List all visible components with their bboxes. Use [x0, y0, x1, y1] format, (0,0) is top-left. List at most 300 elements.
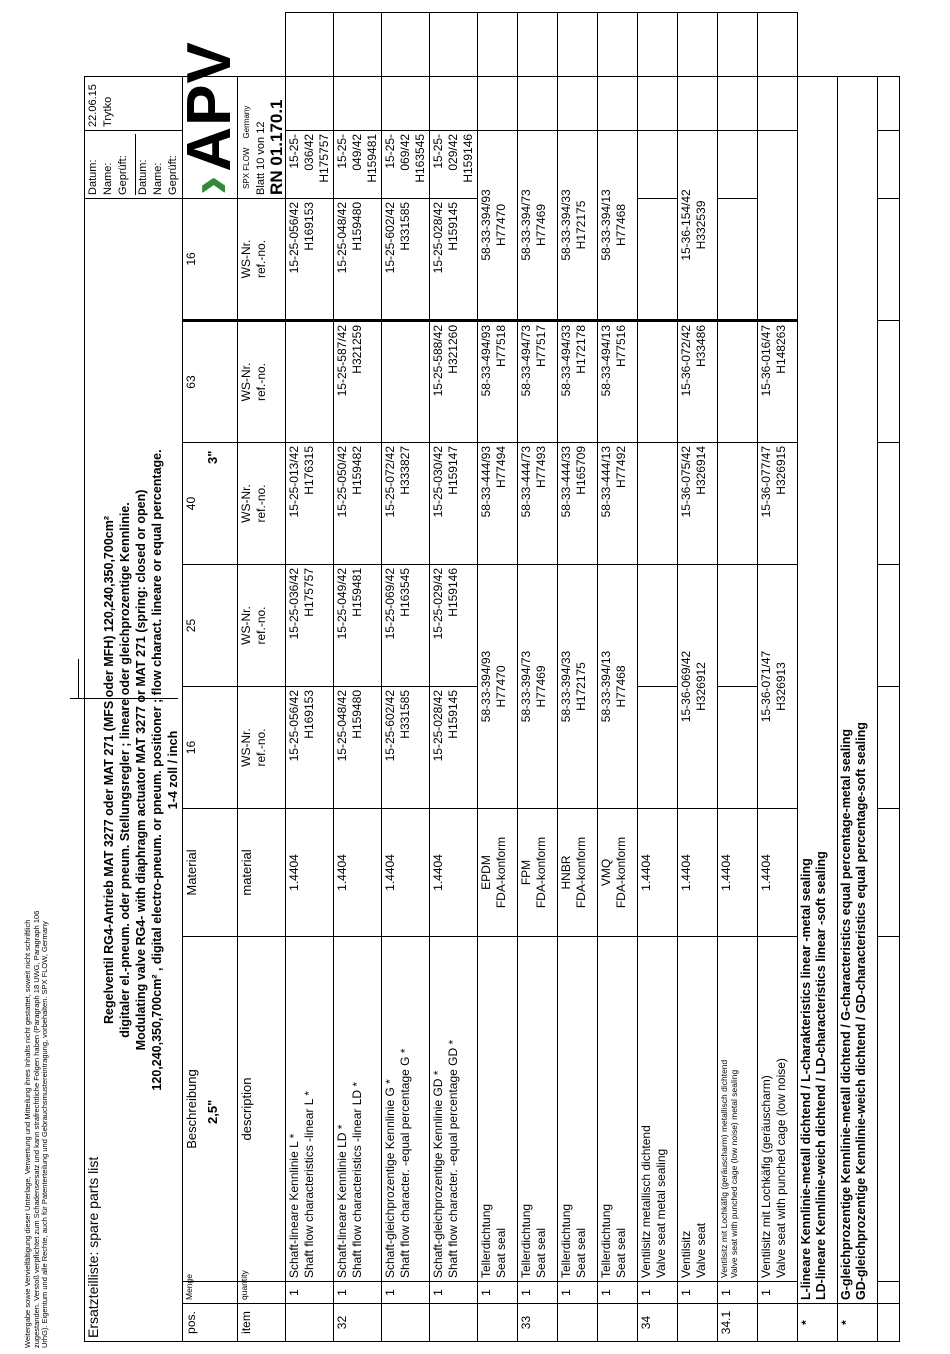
part-number-cell: [598, 321, 638, 443]
material-name: 1.4404: [383, 854, 397, 891]
ws-number: 58-33-444/73: [519, 446, 533, 518]
empty-cell: [638, 13, 678, 77]
legend-row: [798, 13, 838, 1342]
ws-number: 15-25-072/42: [383, 446, 397, 518]
part-number-cell: [718, 130, 758, 198]
rev-name-label: Name:: [152, 162, 164, 195]
description-de: Schaft-lineare Kennlinie L *: [287, 1133, 301, 1278]
empty-cell: [286, 76, 334, 130]
ref-number: H77494: [494, 446, 508, 489]
material-name: 1.4404: [679, 854, 693, 891]
part-number-cell: [638, 443, 678, 565]
ws-number: 15-25-028/42: [431, 690, 445, 762]
part-number-cell: [430, 565, 478, 687]
part-number-cell: [718, 443, 758, 565]
description-cell: [430, 937, 478, 1282]
shared-part-number-cell: [478, 565, 518, 809]
ref-number: H321260: [446, 325, 460, 374]
empty-row: [878, 13, 900, 1342]
table-row: [638, 13, 678, 1342]
ws-number: 58-33-444/93: [479, 446, 493, 518]
ws-number: 58-33-394/93: [479, 650, 493, 723]
apv-logo: [175, 41, 244, 195]
legend-row: [838, 13, 878, 1342]
cut-mark: [78, 659, 79, 699]
part-number-cell: [430, 443, 478, 565]
material-note: FDA-konform: [534, 836, 548, 909]
legend-line-1: L-lineare Kennlinie-metall dichtend / L-charakteristics linear -metal sealing: [799, 858, 813, 1300]
material-cell: [518, 809, 558, 937]
material-name: 1.4404: [719, 854, 733, 891]
legend: [798, 13, 900, 1342]
shared-part-number-cell: [678, 565, 718, 809]
logo-sub1: SPX FLOW: [242, 147, 251, 189]
dn-16-a: 16: [183, 687, 238, 809]
empty-cell: [718, 76, 758, 130]
part-number-cell: [638, 565, 678, 687]
ws-number: 15-25-013/42: [287, 446, 301, 518]
ref-number: H326915: [774, 446, 788, 495]
ref-number: H172175: [574, 200, 588, 250]
menge-header: [183, 1274, 238, 1304]
table-row: [382, 13, 430, 1342]
qty-cell: 1: [478, 1282, 518, 1304]
disclaimer-text: Weitergabe sowie Vervielfältigung dieser Unterlage, Verwertung und Mitteilung ihres Inhalts nicht gestattet, soweit nicht schriftlich zugestanden. Verstoß verpflichtet zum Schadensersatz und kann strafrechtliche Folgen haben (Paragraph 18 UWG, Paragraph 106 UrhG). Eigentum und alle Rechte, auch für Patenterteilung und Gebrauchsmustereintragung, vorbehalten. SPX FLOW, Germany: [23, 910, 50, 1348]
empty-cell: [598, 13, 638, 77]
qty-cell: 1: [558, 1282, 598, 1304]
ref-number: H159146: [461, 133, 475, 183]
sheet-cell: [238, 76, 286, 198]
heading-line-2: digitaler el.-pneum. oder pneum. Stellungsregler ; lineare oder gleichprozentige Kennlinie.: [118, 502, 132, 1038]
empty-cell: [758, 13, 798, 77]
table-row: [718, 13, 758, 1342]
wsref-4: [238, 321, 286, 443]
empty-cell: [558, 76, 598, 130]
part-number-cell: [478, 443, 518, 565]
qty-cell: 1: [678, 1282, 718, 1304]
description-en: Shaft flow character. -equal percentage G *: [398, 1048, 412, 1278]
ws-label: WS-Nr.: [239, 606, 253, 645]
legend-line-2: LD-lineare Kennlinie-weich dichtend / LD-characteristics linear -soft sealing: [814, 851, 828, 1300]
ref-number: H326914: [694, 446, 708, 495]
ref-number: H77493: [534, 446, 548, 489]
description-cell: [718, 937, 758, 1282]
part-number-cell: [286, 687, 334, 809]
part-number-cell: [430, 687, 478, 809]
empty-cell: [430, 76, 478, 130]
ws-number: 15-25-587/42: [335, 325, 349, 397]
shared-part-number-cell: [558, 565, 598, 809]
von-value: 12: [255, 121, 267, 134]
legend-star: *: [838, 1304, 878, 1342]
rev-datum-label: Datum:: [135, 134, 151, 195]
part-number-cell: [638, 687, 678, 809]
pos-cell: 32: [334, 1304, 382, 1342]
quantity-header: quantity: [238, 1282, 286, 1304]
empty-cell: [878, 809, 900, 937]
pos-cell: [678, 1304, 718, 1342]
part-number-cell: [382, 321, 430, 443]
size-3-label: 3": [205, 450, 220, 464]
ref-number: H77470: [494, 665, 508, 708]
wsref-3: [238, 443, 286, 565]
empty-cell: [382, 13, 430, 77]
ref-number: H159481: [365, 133, 379, 183]
ref-number: H77469: [534, 203, 548, 246]
ws-number: 58-33-494/13: [599, 325, 613, 397]
heading-line-1: Regelventil RG4-Antrieb MAT 3277 oder MAT 271 (MFS oder MFH) 120,240,350,700cm²: [102, 515, 116, 1024]
ref-label: ref.-no.: [254, 484, 268, 523]
part-number-cell: [286, 565, 334, 687]
part-number-cell: [518, 443, 558, 565]
dn-16-b: 16: [183, 198, 238, 320]
shared-part-number-cell: [758, 565, 798, 809]
description-de: Tellerdichtung: [599, 1203, 613, 1278]
empty-cell: [758, 76, 798, 130]
ref-number: H169153: [302, 201, 316, 251]
description-de: Tellerdichtung: [519, 1203, 533, 1278]
pos-cell: 34.1: [718, 1304, 758, 1342]
empty-cell: [878, 321, 900, 443]
shared-part-number-cell: [598, 130, 638, 320]
rev-gepr-label: Geprüft:: [167, 155, 179, 195]
empty-cell: [334, 13, 382, 77]
description-en: Seat seal: [614, 1227, 628, 1278]
description-de: Ventilsitz: [679, 1230, 693, 1278]
empty-cell: [334, 76, 382, 130]
ref-number: H172175: [574, 662, 588, 711]
item-header: item: [238, 1304, 286, 1342]
ws-number: 15-25-029/42: [431, 133, 460, 171]
empty-cell: [382, 76, 430, 130]
ref-number: H77516: [614, 325, 628, 368]
ws-number: 58-33-394/13: [599, 650, 613, 723]
ref-number: H77518: [494, 325, 508, 368]
ref-number: H331585: [398, 201, 412, 251]
empty-cell: [558, 13, 598, 77]
description-cell: [598, 937, 638, 1282]
ws-number: 58-33-494/93: [479, 325, 493, 397]
doc-number: RN 01.170.1: [267, 99, 286, 195]
part-number-cell: [334, 321, 382, 443]
qty-cell: 1: [598, 1282, 638, 1304]
part-number-cell: [334, 198, 382, 320]
shared-part-number-cell: [518, 130, 558, 320]
material-cell: [638, 809, 678, 937]
ref-number: H33486: [694, 325, 708, 368]
material-name: VMQ: [599, 858, 613, 887]
description-en: Seat seal: [494, 1227, 508, 1278]
table-row: [758, 13, 798, 1342]
pos-cell: 33: [518, 1304, 558, 1342]
part-number-cell: [638, 198, 678, 320]
ws-number: 15-25-602/42: [383, 201, 397, 274]
ref-number: H321259: [350, 325, 364, 374]
empty-cell: [878, 1282, 900, 1304]
table-row: [286, 13, 334, 1342]
part-number-cell: [382, 565, 430, 687]
part-number-cell: [758, 443, 798, 565]
material-cell: [558, 809, 598, 937]
dn-25-a: 25: [183, 565, 238, 687]
legend-text: [798, 76, 838, 1303]
part-number-cell: [598, 443, 638, 565]
description-cell: [638, 937, 678, 1282]
qty-cell: 1: [638, 1282, 678, 1304]
material-cell: [598, 809, 638, 937]
empty-cell: [286, 13, 334, 77]
description-en: Shaft flow characteristics -linear LD *: [350, 1081, 364, 1278]
ws-number: 15-25-056/42: [287, 690, 301, 762]
description-cell: [286, 937, 334, 1282]
material-cell: [478, 809, 518, 937]
qty-cell: 1: [382, 1282, 430, 1304]
material-cell: [286, 809, 334, 937]
material-note: FDA-konform: [574, 836, 588, 909]
part-number-cell: [334, 443, 382, 565]
desc-header-en: description: [238, 937, 286, 1282]
ref-number: H169153: [302, 690, 316, 739]
parts-rows: [286, 13, 798, 1342]
ref-number: H163545: [413, 133, 427, 183]
empty-cell: [878, 443, 900, 565]
ref-number: H77492: [614, 446, 628, 489]
shared-part-number-cell: [678, 130, 718, 320]
ws-number: 15-36-077/47: [759, 446, 773, 518]
ws-number: 15-25-048/42: [335, 201, 349, 274]
description-de: Ventilsitz mit Lochkäfig (geräuscharm) metallisch dichtend: [719, 1059, 729, 1278]
pos-cell: [286, 1304, 334, 1342]
chevron-logo-icon: ›: [177, 175, 242, 195]
empty-cell: [878, 937, 900, 1282]
approval-labels: [85, 130, 183, 198]
shared-part-number-cell: [478, 130, 518, 320]
ws-number: 15-25-048/42: [335, 690, 349, 762]
ws-number: 58-33-394/13: [599, 189, 613, 261]
qty-cell: 1: [286, 1282, 334, 1304]
ref-number: H159145: [446, 690, 460, 739]
pos-cell: [430, 1304, 478, 1342]
ws-number: 58-33-394/33: [559, 189, 573, 261]
ref-number: H77468: [614, 203, 628, 246]
ws-number: 58-33-394/93: [479, 189, 493, 261]
qty-cell: 1: [334, 1282, 382, 1304]
doc-title: Ersatzteilliste: spare parts list: [85, 1156, 101, 1338]
shared-part-number-cell: [758, 130, 798, 320]
heading-line-4: 120,240,350,700cm² , digital electro-pneum. or pneum. positioner ; flow charact. lineare or equal percentage.: [150, 449, 164, 1091]
ws-number: 15-36-069/42: [679, 650, 693, 723]
description-cell: [518, 937, 558, 1282]
ws-number: 58-33-494/33: [559, 325, 573, 397]
empty-cell: [638, 76, 678, 130]
ref-number: H175757: [317, 133, 331, 183]
description-en: Valve seat with punched cage (low noise) metal sealing: [729, 1069, 739, 1278]
part-number-cell: [430, 130, 478, 198]
ref-number: H326913: [774, 662, 788, 711]
description-cell: [678, 937, 718, 1282]
part-number-cell: [478, 321, 518, 443]
ref-number: H77469: [534, 665, 548, 708]
mat-header-de: Material: [183, 809, 238, 937]
empty-cell: [478, 76, 518, 130]
part-number-cell: [382, 198, 430, 320]
datum-label: Datum:: [87, 159, 99, 195]
ws-number: 58-33-394/73: [519, 189, 533, 261]
ws-number: 58-33-444/13: [599, 446, 613, 518]
description-de: Schaft-gleichprozentige Kennlinie GD *: [431, 1070, 445, 1278]
ws-number: 15-36-154/42: [679, 189, 693, 261]
approval-values: [85, 76, 183, 130]
part-number-cell: [718, 321, 758, 443]
table-row: [678, 13, 718, 1342]
menge-label: Menge: [184, 1274, 194, 1300]
table-row: [598, 13, 638, 1342]
part-number-cell: [286, 198, 334, 320]
ref-number: H165709: [574, 446, 588, 495]
material-cell: [382, 809, 430, 937]
part-number-cell: [558, 321, 598, 443]
ref-number: H77468: [614, 665, 628, 708]
part-number-cell: [678, 321, 718, 443]
empty-cell: [678, 76, 718, 130]
empty-cell: [878, 565, 900, 687]
ws-number: 15-25-036/42: [287, 568, 301, 640]
ref-number: H159480: [350, 201, 364, 251]
empty-cell: [478, 13, 518, 77]
ref-number: H159145: [446, 201, 460, 251]
ref-number: H175757: [302, 568, 316, 617]
ws-number: 58-33-394/73: [519, 650, 533, 723]
empty-cell: [678, 13, 718, 77]
ref-number: H77517: [534, 325, 548, 368]
part-number-cell: [430, 321, 478, 443]
ref-number: H159147: [446, 446, 460, 495]
shared-part-number-cell: [558, 130, 598, 320]
qty-cell: 1: [758, 1282, 798, 1304]
empty-cell: [878, 198, 900, 320]
material-cell: [718, 809, 758, 937]
empty-cell: [598, 76, 638, 130]
ws-number: 15-36-071/47: [759, 650, 773, 723]
mat-header-en: material: [238, 809, 286, 937]
ref-label: ref.-no.: [254, 239, 268, 278]
logo-brand: APV: [175, 41, 244, 172]
material-note: FDA-konform: [494, 836, 508, 909]
table-row: [334, 13, 382, 1342]
part-number-cell: [382, 443, 430, 565]
ref-number: H172178: [574, 325, 588, 374]
dn-63: 63: [183, 321, 238, 443]
description-de: Ventilsitz metallisch dichtend: [639, 1125, 653, 1278]
gepr-label: Geprüft:: [117, 155, 129, 195]
material-name: FPM: [519, 859, 533, 886]
ws-label: WS-Nr.: [239, 239, 253, 279]
part-number-cell: [718, 687, 758, 809]
blatt-value: 10: [255, 157, 267, 170]
legend-line-2: GD-gleichprozentige Kennlinie-weich dichtend / GD-characteristics equal percentage-soft sealing: [854, 722, 868, 1300]
ws-number: 58-33-444/33: [559, 446, 573, 518]
description-cell: [478, 937, 518, 1282]
description-de: Schaft-lineare Kennlinie LD *: [335, 1124, 349, 1278]
ref-number: H77470: [494, 203, 508, 246]
ref-number: H163545: [398, 568, 412, 617]
empty-cell: [430, 13, 478, 77]
material-cell: [678, 809, 718, 937]
legend-line-1: G-gleichprozentige Kennlinie-metall dichtend / G-characteristics equal percentage-metal sealing: [839, 729, 853, 1300]
title-block: [85, 198, 183, 1341]
table-row: [558, 13, 598, 1342]
description-en: Shaft flow character. -equal percentage GD *: [446, 1039, 460, 1278]
pos-cell: [478, 1304, 518, 1342]
ws-number: 15-25-588/42: [431, 325, 445, 397]
ws-number: 15-25-069/42: [383, 133, 412, 171]
qty-cell: 1: [518, 1282, 558, 1304]
description-cell: [758, 937, 798, 1282]
part-number-cell: [758, 321, 798, 443]
ref-number: H159146: [446, 568, 460, 617]
legend-star: *: [798, 1304, 838, 1342]
description-de: Tellerdichtung: [479, 1203, 493, 1278]
ws-number: 15-36-016/47: [759, 325, 773, 397]
ws-number: 15-25-602/42: [383, 690, 397, 762]
heading-line-3: Modulating valve RG4- with diaphragm actuator MAT 3277 or MAT 271 (spring: closed or open): [134, 489, 148, 1051]
description-en: Shaft flow characteristics -linear L *: [302, 1091, 316, 1278]
ref-number: H159480: [350, 690, 364, 739]
table-row: [518, 13, 558, 1342]
ws-label: WS-Nr.: [239, 362, 253, 402]
material-name: 1.4404: [759, 854, 773, 891]
material-name: 1.4404: [335, 854, 349, 891]
ws-number: 58-33-394/33: [559, 650, 573, 723]
empty-cell: [518, 13, 558, 77]
datum-value: 22.06.15: [87, 84, 99, 127]
part-number-cell: [718, 198, 758, 320]
part-number-cell: [286, 443, 334, 565]
pos-cell: [598, 1304, 638, 1342]
ws-number: 15-25-036/42: [287, 133, 316, 171]
ref-label: ref.-no.: [254, 363, 268, 402]
heading-line-5: 1-4 zoll / inch: [166, 730, 180, 810]
part-number-cell: [638, 130, 678, 198]
qty-cell: 1: [430, 1282, 478, 1304]
legend-text: [838, 76, 878, 1303]
ws-number: 15-36-075/42: [679, 446, 693, 518]
ws-number: 15-25-049/42: [335, 568, 349, 640]
logo-sub2: Germany: [242, 105, 251, 139]
ws-number: 15-25-069/42: [383, 568, 397, 640]
qty-cell: 1: [718, 1282, 758, 1304]
shared-part-number-cell: [598, 565, 638, 809]
description-en: Seat seal: [534, 1227, 548, 1278]
wsref-1: [238, 687, 286, 809]
ws-label: WS-Nr.: [239, 484, 253, 523]
empty-cell: [878, 687, 900, 809]
desc-header-de: Beschreibung: [183, 937, 238, 1282]
material-name: 1.4404: [639, 854, 653, 891]
ref-number: H159481: [350, 568, 364, 617]
ws-number: 15-25-030/42: [431, 446, 445, 518]
material-cell: [334, 809, 382, 937]
empty-cell: [718, 13, 758, 77]
part-number-cell: [334, 687, 382, 809]
material-name: 1.4404: [431, 854, 445, 891]
part-number-cell: [334, 130, 382, 198]
description-en: Seat seal: [574, 1227, 588, 1278]
pos-header: pos.: [183, 1304, 238, 1342]
part-number-cell: [286, 321, 334, 443]
part-number-cell: [638, 321, 678, 443]
wsref-5: [238, 198, 286, 320]
